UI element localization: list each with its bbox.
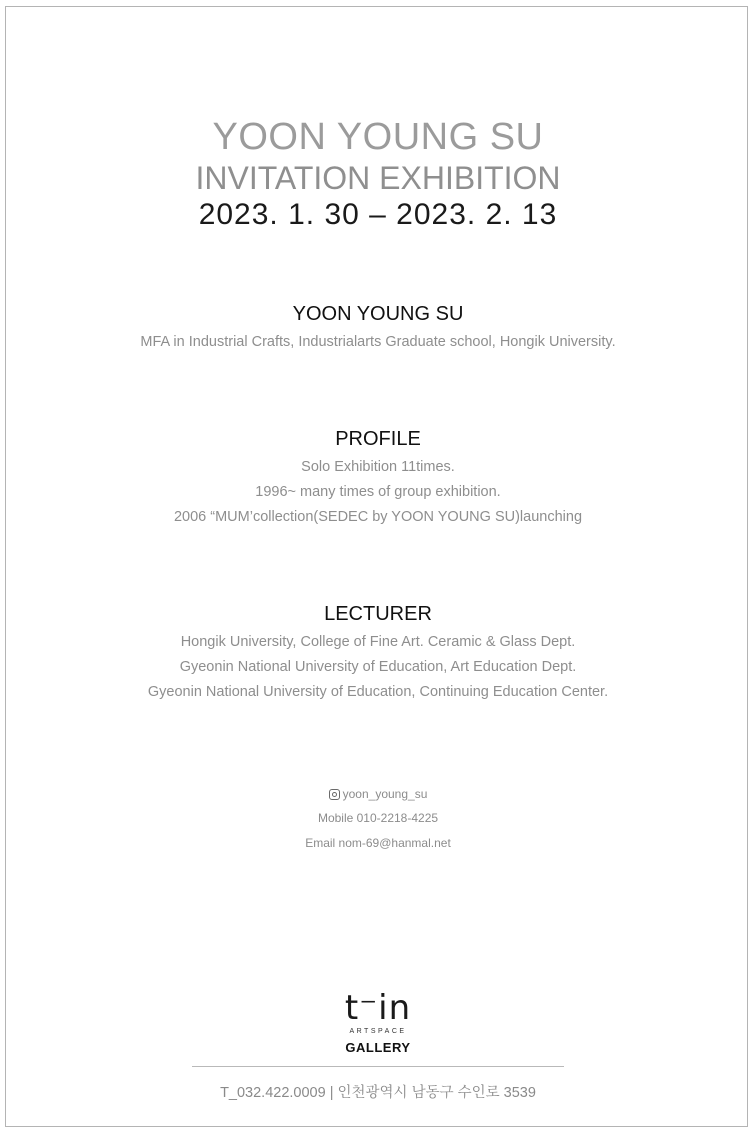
lecturer-line: Gyeonin National University of Education, Continuing Education Center.: [147, 684, 609, 700]
profile-line: 2006 “MUM’collection(SEDEC by YOON YOUNG SU)launching: [173, 509, 583, 525]
profile-heading: PROFILE: [335, 428, 421, 450]
exhibition-subtitle: INVITATION EXHIBITION: [195, 160, 561, 196]
lecturer-heading: LECTURER: [324, 603, 432, 625]
artist-heading: YOON YOUNG SU: [292, 303, 464, 325]
logo-gallery-label: GALLERY: [345, 1040, 411, 1055]
exhibition-dates: 2023. 1. 30 – 2023. 2. 13: [198, 198, 558, 231]
exhibition-artist-title: YOON YOUNG SU: [212, 116, 544, 158]
lecturer-line: Hongik University, College of Fine Art. Ceramic & Glass Dept.: [180, 634, 576, 650]
footer-divider: [192, 1066, 564, 1067]
instagram-row: [0, 787, 756, 803]
artist-education: MFA in Industrial Crafts, Industrialarts Graduate school, Hongik University.: [140, 334, 616, 350]
lecturer-line: Gyeonin National University of Education, Art Education Dept.: [179, 659, 577, 675]
email-address: Email nom-69@hanmal.net: [305, 836, 451, 850]
profile-line: 1996~ many times of group exhibition.: [255, 484, 501, 500]
instagram-icon: [329, 789, 340, 800]
mobile-number: Mobile 010-2218-4225: [317, 811, 439, 825]
profile-line: Solo Exhibition 11times.: [301, 459, 455, 475]
instagram-handle[interactable]: yoon_young_su: [342, 787, 428, 801]
footer-contact: T_032.422.0009 | 인천광역시 남동구 수인로 3539: [220, 1085, 536, 1101]
tin-logo-mark: t⁻in: [344, 988, 412, 1028]
logo-artspace-label: ARTSPACE: [349, 1028, 407, 1035]
